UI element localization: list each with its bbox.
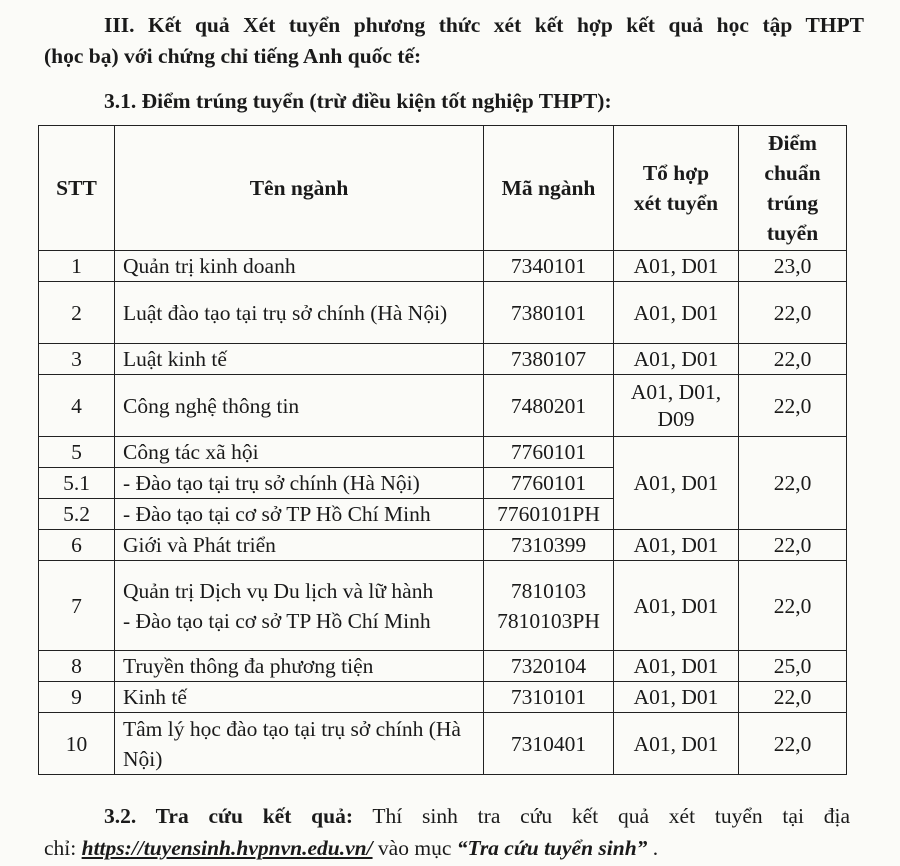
cell-major-name: Công nghệ thông tin [115, 375, 484, 437]
section-heading [44, 10, 864, 72]
cell-stt: 8 [39, 651, 115, 682]
cell-major-code: 7320104 [484, 651, 614, 682]
lookup-text2: chỉ: [44, 836, 82, 860]
cell-benchmark-score: 25,0 [739, 651, 847, 682]
cell-major-code: 7760101 [484, 437, 614, 468]
cell-major-name: Luật kinh tế [115, 344, 484, 375]
cell-subject-combination: A01, D01 [614, 530, 739, 561]
lookup-text1: Thí sinh tra cứu kết quả xét tuyển tại địa [352, 804, 850, 828]
cell-major-name: Tâm lý học đào tạo tại trụ sở chính (Hà Nội) [115, 713, 484, 775]
cell-stt: 10 [39, 713, 115, 775]
cell-benchmark-score: 22,0 [739, 682, 847, 713]
cell-subject-combination: A01, D01 [614, 282, 739, 344]
cell-benchmark-score: 22,0 [739, 713, 847, 775]
cell-stt: 5.1 [39, 468, 115, 499]
cell-stt: 4 [39, 375, 115, 437]
cell-benchmark-score: 22,0 [739, 530, 847, 561]
major-name-line: Quản trị Dịch vụ Du lịch và lữ hành [123, 578, 434, 603]
admission-scores-table [38, 125, 847, 775]
table-row [39, 251, 847, 282]
header-subject-combination: Tổ hợp xét tuyển [614, 126, 739, 251]
cell-subject-combination: A01, D01 [614, 713, 739, 775]
cell-major-name: Kinh tế [115, 682, 484, 713]
lookup-label: 3.2. Tra cứu kết quả: [104, 804, 353, 828]
lookup-text4: . [647, 836, 659, 860]
cell-benchmark-score: 23,0 [739, 251, 847, 282]
cell-stt: 6 [39, 530, 115, 561]
header-major-name: Tên ngành [115, 126, 484, 251]
cell-subject-combination: A01, D01 [614, 344, 739, 375]
table-row [39, 651, 847, 682]
cell-major-code: 7760101 [484, 468, 614, 499]
section-heading-line2: (học bạ) với chứng chỉ tiếng Anh quốc tế: [44, 44, 422, 68]
cell-major-code: 7340101 [484, 251, 614, 282]
cell-subject-combination: A01, D01 [614, 561, 739, 651]
subsection-title-admission-scores: 3.1. Điểm trúng tuyển (trừ điều kiện tốt nghiệp THPT): [104, 89, 612, 113]
cell-subject-combination: A01, D01 [614, 251, 739, 282]
table-row [39, 437, 847, 468]
lookup-paragraph [44, 800, 850, 864]
cell-major-code: 7310399 [484, 530, 614, 561]
cell-stt: 1 [39, 251, 115, 282]
lookup-url-link[interactable]: https://tuyensinh.hvpnvn.edu.vn/ [81, 836, 373, 860]
cell-major-name: Giới và Phát triển [115, 530, 484, 561]
cell-major-name: Quản trị kinh doanh [115, 251, 484, 282]
cell-major-name: - Đào tạo tại cơ sở TP Hồ Chí Minh [115, 499, 484, 530]
table-row [39, 530, 847, 561]
lookup-section-name: “Tra cứu tuyển sinh” [456, 836, 648, 860]
table-row [39, 282, 847, 344]
cell-subject-combination: A01, D01, D09 [614, 375, 739, 437]
section-heading-line1: III. Kết quả Xét tuyển phương thức xét kết hợp kết quả học tập THPT [104, 13, 864, 37]
header-stt: STT [39, 126, 115, 251]
cell-stt: 2 [39, 282, 115, 344]
table-row [39, 344, 847, 375]
table-row [39, 682, 847, 713]
cell-benchmark-score: 22,0 [739, 344, 847, 375]
cell-major-name: Truyền thông đa phương tiện [115, 651, 484, 682]
cell-stt: 5.2 [39, 499, 115, 530]
cell-major-code: 7760101PH [484, 499, 614, 530]
cell-major-name [115, 561, 484, 651]
cell-stt: 7 [39, 561, 115, 651]
cell-subject-combination: A01, D01 [614, 437, 739, 530]
cell-major-name: Công tác xã hội [115, 437, 484, 468]
cell-benchmark-score: 22,0 [739, 561, 847, 651]
cell-stt: 5 [39, 437, 115, 468]
major-code-line: 7810103 [510, 578, 587, 603]
lookup-line2 [44, 832, 850, 864]
cell-benchmark-score: 22,0 [739, 282, 847, 344]
cell-benchmark-score: 22,0 [739, 375, 847, 437]
table-row [39, 561, 847, 651]
cell-major-code: 7380107 [484, 344, 614, 375]
cell-major-code: 7480201 [484, 375, 614, 437]
lookup-line1 [44, 800, 850, 832]
table-row [39, 713, 847, 775]
cell-subject-combination: A01, D01 [614, 682, 739, 713]
cell-major-name: - Đào tạo tại trụ sở chính (Hà Nội) [115, 468, 484, 499]
cell-stt: 9 [39, 682, 115, 713]
lookup-text3: vào mục [372, 836, 457, 860]
table-row [39, 375, 847, 437]
major-name-campus-line: - Đào tạo tại cơ sở TP Hồ Chí Minh [123, 608, 431, 633]
cell-major-code: 7310101 [484, 682, 614, 713]
major-code-campus-line: 7810103PH [497, 608, 600, 633]
table-header-row [39, 126, 847, 251]
cell-stt: 3 [39, 344, 115, 375]
cell-major-code [484, 561, 614, 651]
cell-benchmark-score: 22,0 [739, 437, 847, 530]
cell-major-name: Luật đào tạo tại trụ sở chính (Hà Nội) [115, 282, 484, 344]
cell-major-code: 7310401 [484, 713, 614, 775]
header-major-code: Mã ngành [484, 126, 614, 251]
cell-major-code: 7380101 [484, 282, 614, 344]
header-benchmark-score: Điểm chuẩn trúng tuyển [739, 126, 847, 251]
cell-subject-combination: A01, D01 [614, 651, 739, 682]
